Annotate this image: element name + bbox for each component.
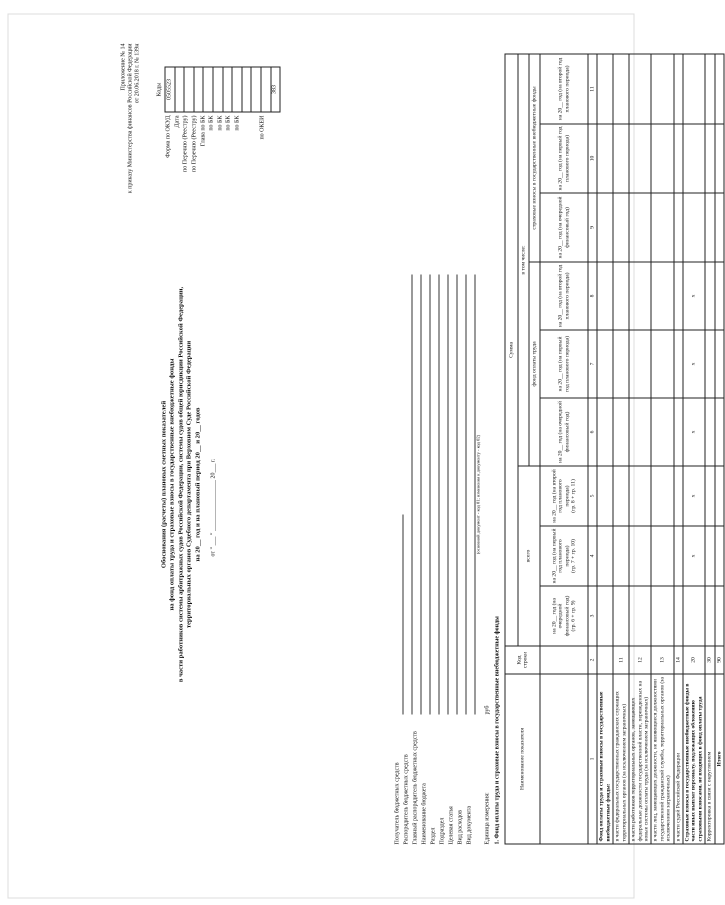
title-line-4: территориальных органов Судебного департамента при Верховном Суде Российской Федерации	[185, 340, 193, 629]
header-ins-first: на 20__ год (на первый год планового периода)	[540, 124, 588, 193]
total-label: Итого	[715, 674, 724, 844]
registry1-code-cell	[184, 67, 194, 112]
section-label: Раздел	[430, 827, 437, 845]
table-row	[674, 54, 683, 844]
col-number: 11	[588, 54, 597, 124]
table-row	[613, 54, 629, 844]
row-code: 20	[683, 646, 705, 674]
unit-label: Единица измерения:	[484, 792, 491, 845]
col-number: 9	[588, 193, 597, 262]
date-label: Дата	[174, 115, 181, 128]
row-code: 14	[674, 646, 683, 674]
blank-code-cell	[261, 67, 271, 112]
budget-name-line	[430, 275, 431, 715]
header-row-code: Код строки	[505, 646, 540, 674]
recipient-label: Получатель бюджетных средств	[394, 762, 401, 845]
date-code-cell	[175, 67, 185, 112]
budget-name-label: Наименование бюджета	[421, 783, 428, 845]
row-code	[597, 646, 613, 674]
table-row	[629, 54, 651, 844]
col-number: 7	[588, 330, 597, 398]
bk3-code-cell	[232, 67, 242, 112]
col-number: 5	[588, 466, 597, 526]
row-code: 13	[651, 646, 673, 674]
bk5-code-cell	[251, 67, 261, 112]
title-line-3: в части работников системы арбитражных судов Российской Федерации, системы судов общей юрисдикции Российской Федерации,	[177, 286, 185, 683]
x-mark: x	[683, 330, 705, 398]
okud-label: Форма по ОКУД	[165, 115, 172, 158]
codes-box	[165, 67, 281, 113]
appendix-line-3: от 20.06.2018 г. № 139н	[134, 43, 141, 104]
header-including: в том числе:	[518, 54, 529, 466]
row-code: 11	[613, 646, 629, 674]
col-number: 6	[588, 398, 597, 466]
header-total-second: на 20__ год (на второй год планового периода) (гр. 8 + гр. 11)	[540, 466, 588, 526]
recipient-line	[403, 515, 404, 715]
header-blank-name	[540, 674, 588, 844]
appendix-line-2: к приказу Министерства финансов Российской Федерации	[127, 43, 134, 194]
row-name: Страховые взносы в государственные внебюджетные фонды в части иных выплат персоналу, подлежащих обложению страховыми взносами, не входящих в фонд оплаты труда	[683, 674, 705, 844]
main-table	[505, 53, 725, 844]
codes-header: Коды	[156, 82, 163, 97]
title-line-2: на фонд оплаты труда и страховые взносы в государственные внебюджетные фонды	[168, 358, 176, 611]
header-total: всего	[518, 466, 540, 646]
doc-type-caption: (основной документ - код 01; изменения к документу - код 02)	[475, 434, 481, 555]
document-page	[113, 30, 723, 875]
x-mark: x	[683, 466, 705, 526]
date-line: от " ___ " _________________ 20___ г.	[210, 458, 217, 557]
registry1-label: по Перечню (Реестру)	[182, 115, 189, 172]
bk4-code-cell	[242, 67, 252, 112]
header-payroll-fund: фонд оплаты труда	[529, 262, 540, 466]
col-number: 2	[588, 646, 597, 674]
header-fot-first: на 20__ год (на первый год планового периода)	[540, 330, 588, 398]
header-blank-code	[540, 646, 588, 674]
table-row	[683, 54, 705, 844]
header-ins-current: на 20__ год (на очередной финансовый год)	[540, 193, 588, 262]
column-numbers-row	[588, 54, 597, 844]
col-number: 8	[588, 262, 597, 330]
header-insurance: страховые взносы в государственные внебюджетные фонды	[529, 54, 540, 262]
title-line-5: на 20__ год и на плановый период 20__ и 20__ годов	[194, 407, 202, 562]
row-name: Фонд оплаты труда и страховые взносы в государственные внебюджетные фонды:	[597, 674, 613, 844]
col-number: 10	[588, 124, 597, 193]
okud-code-value: 0505523	[165, 67, 175, 112]
glava-label: Глава по БК	[200, 115, 207, 147]
distributor-line	[412, 275, 413, 715]
glava-code-cell	[203, 67, 213, 112]
row-name: в части лиц, замещающих должности, не являющиеся должностями государственной гражданской службы, территориальных органов (за исключением заграничных)	[651, 674, 673, 844]
table-row	[705, 54, 714, 844]
total-row	[715, 54, 724, 844]
subsection-line	[448, 275, 449, 715]
header-total-first: на 20__ год (на первый год планового периода) (гр. 7 + гр. 10)	[540, 526, 588, 586]
expense-type-line	[466, 275, 467, 715]
bk2-label: по БК	[217, 115, 224, 131]
x-mark: x	[683, 526, 705, 586]
bk2-code-cell	[223, 67, 233, 112]
row-name: в части работников территориальных органов, замещающих федеральные должности государственной власти, переведенных на новые системы оплаты труда (за исключением заграничных)	[629, 674, 651, 844]
header-ins-second: на 20__ год (на второй год планового периода)	[540, 54, 588, 124]
expense-type-label: Вид расходов	[457, 810, 464, 845]
target-article-label: Целевая статья	[448, 806, 455, 845]
x-mark: x	[683, 262, 705, 330]
x-mark: x	[683, 398, 705, 466]
header-fot-current: на 20__ год (на очередной финансовый год)	[540, 398, 588, 466]
row-code: 12	[629, 646, 651, 674]
document-title	[161, 225, 203, 745]
bk4-label: по БК	[234, 115, 241, 131]
title-line-1: Обоснования (расчеты) плановых сметных показателей	[160, 400, 168, 569]
main-distributor-label: Главный распорядитель бюджетных средств	[412, 731, 419, 845]
row-name: в части федеральных государственных гражданских служащих территориальных органов (за исключением заграничных)	[613, 674, 629, 844]
header-fot-second: на 20__ год (на второй год планового периода)	[540, 262, 588, 330]
okei-code-value: 383	[271, 67, 281, 112]
okei-label: по ОКЕИ	[259, 115, 266, 140]
distributor-label: Распорядитель бюджетных средств	[403, 754, 410, 845]
subsection-label: Подраздел	[439, 817, 446, 845]
row-name: Корректировка в связи с округлением	[705, 674, 714, 844]
section-title: 1. Фонд оплаты труда и страховые взносы в государственные внебюджетные фонды	[494, 616, 501, 845]
registry2-label: по Перечню (Реестру)	[191, 115, 198, 172]
header-sum: Сумма	[505, 54, 518, 646]
section-line	[439, 275, 440, 715]
bk1-label: по БК	[208, 115, 215, 131]
col-number: 3	[588, 586, 597, 646]
col-number: 1	[588, 674, 597, 844]
table-row	[651, 54, 673, 844]
doc-type-label: Вид документа	[466, 805, 473, 845]
main-distributor-line	[421, 275, 422, 715]
table-row	[597, 54, 613, 844]
row-code: 30	[705, 646, 714, 674]
total-code: 90	[715, 646, 724, 674]
row-name: в части судей Российской Федерации	[674, 674, 683, 844]
header-indicator-name: Наименование показателя	[505, 674, 540, 844]
registry2-code-cell	[194, 67, 204, 112]
bk1-code-cell	[213, 67, 223, 112]
target-article-line	[457, 275, 458, 715]
appendix-line-1: Приложение № 14	[120, 43, 127, 91]
col-number: 4	[588, 526, 597, 586]
unit-value: руб	[484, 705, 491, 715]
header-total-current: на 20__ год (на очередной финансовый год) (гр. 6 + гр. 9)	[540, 586, 588, 646]
appendix-note	[121, 44, 142, 194]
bk3-label: по БК	[225, 115, 232, 131]
